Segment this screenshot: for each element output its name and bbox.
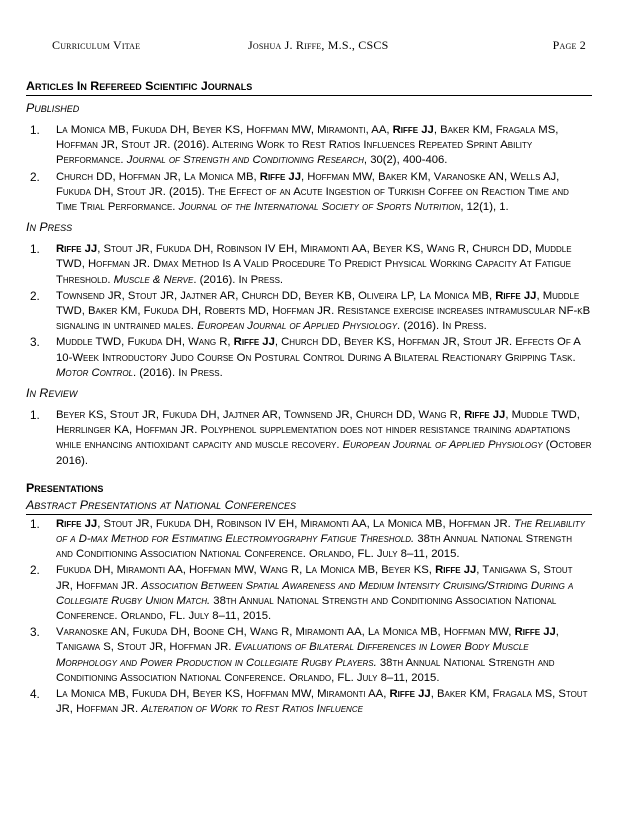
header-left: Curriculum Vitae bbox=[52, 38, 141, 52]
citation-journal: Motor Control bbox=[56, 366, 134, 379]
citation-authors: Fukuda DH, Miramonti AA, Hoffman MW, Wang R, La Monica MB, Beyer KS, bbox=[56, 564, 436, 577]
in-press-heading: In Press bbox=[26, 220, 73, 235]
citation-highlighted-author: Riffe JJ bbox=[233, 336, 275, 349]
citation-item bbox=[26, 563, 592, 624]
citation-authors: Townsend JR, Stout JR, Jajtner AR, Church DD, Beyer KB, Oliveira LP, La Monica MB, bbox=[56, 289, 496, 302]
citation-details: . (2016). In Press. bbox=[397, 320, 487, 333]
citation-body: , Tanigawa S, Stout JR, Hoffman JR. bbox=[56, 564, 573, 592]
citation-journal: Evaluations of Bilateral Differences in Lower Body Muscle Morphology and Power Production in Collegiate Rugby Players. bbox=[56, 641, 529, 669]
citation-authors: Varanoske AN, Fukuda DH, Boone CH, Wang R, Miramonti AA, La Monica MB, Hoffman MW, bbox=[56, 626, 515, 639]
citation-journal: Association Between Spatial Awareness and Medium Intensity Cruising/Striding During a Collegiate Rugby Union Match. bbox=[56, 579, 574, 607]
citation-item bbox=[26, 170, 592, 216]
citation-highlighted-author: Riffe JJ bbox=[514, 626, 556, 639]
citation-body: , Tanigawa S, Stout JR, Hoffman JR. bbox=[56, 626, 559, 654]
citation-details: , 30(2), 400-406. bbox=[363, 154, 448, 167]
in-press-list bbox=[26, 242, 592, 381]
published-heading: Published bbox=[26, 101, 80, 115]
citation-journal: European Journal of Applied Physiology bbox=[197, 320, 398, 333]
citation-body: , Stout JR, Fukuda DH, Robinson IV EH, Miramonti AA, La Monica MB, Hoffman JR. bbox=[97, 517, 514, 530]
citation-body: , Stout JR, Fukuda DH, Robinson IV EH, Miramonti AA, Beyer KS, Wang R, Church DD, Muddle TWD, Hoffman JR. Dmax Method Is A Valid Procedure To Predict Physical Working Capacity At Fatigue Threshold. bbox=[56, 243, 572, 286]
citation-item bbox=[26, 625, 592, 686]
citation-number: 2. bbox=[30, 169, 40, 184]
citation-details: 38th Annual National Strength and Conditioning Association National Conference. Orlando, FL. July 8–11, 2015. bbox=[56, 533, 572, 561]
citation-highlighted-author: Riffe JJ bbox=[495, 289, 537, 302]
citation-authors: La Monica MB, Fukuda DH, Beyer KS, Hoffman MW, Miramonti AA, bbox=[56, 688, 390, 701]
cv-content bbox=[26, 78, 592, 719]
citation-highlighted-author: Riffe JJ bbox=[389, 688, 431, 701]
citation-body: , Church DD, Beyer KS, Hoffman JR, Stout JR. Effects Of A 10-Week Introductory Judo Course On Postural Control During A Bilateral Reactionary Gripping Task. bbox=[56, 336, 581, 364]
citation-journal: Journal of the International Society of Sports Nutrition bbox=[178, 201, 461, 214]
in-review-list bbox=[26, 408, 592, 469]
citation-body: , Baker KM, Fragala MS, Stout JR, Hoffman JR. bbox=[56, 688, 588, 716]
citation-item bbox=[26, 289, 592, 335]
citation-journal: Journal of Strength and Conditioning Research bbox=[126, 154, 364, 167]
citation-details: 38th Annual National Strength and Conditioning Association National Conference. Orlando, FL. July 8–11, 2015. bbox=[56, 656, 555, 684]
citation-item bbox=[26, 242, 592, 288]
citation-details: (October 2016). bbox=[56, 439, 592, 467]
citation-journal: Muscle & Nerve bbox=[113, 273, 194, 286]
citation-highlighted-author: Riffe JJ bbox=[56, 517, 98, 530]
citation-number: 1. bbox=[30, 242, 40, 257]
citation-number: 3. bbox=[30, 335, 40, 350]
citation-body: , Hoffman MW, Baker KM, Varanoske AN, Wells AJ, Fukuda DH, Stout JR. (2015). The Effect of an Acute Ingestion of Turkish Coffee on Reaction Time and Time Trial Performance. bbox=[56, 170, 569, 214]
articles-section-title: Articles In Refereed Scientific Journals bbox=[26, 78, 592, 96]
citation-journal: European Journal of Applied Physiology bbox=[342, 439, 543, 452]
citation-number: 2. bbox=[30, 288, 40, 303]
citation-highlighted-author: Riffe JJ bbox=[56, 243, 98, 256]
citation-body: , Baker KM, Fragala MS, Hoffman JR, Stout JR. (2016). Altering Work to Rest Ratios Influences Repeated Sprint Ability Performance. bbox=[56, 124, 559, 167]
citation-authors: La Monica MB, Fukuda DH, Beyer KS, Hoffman MW, Miramonti, AA, bbox=[56, 124, 393, 136]
header-page-number: Page 2 bbox=[552, 38, 586, 52]
citation-authors: Church DD, Hoffman JR, La Monica MB, bbox=[56, 170, 260, 183]
citation-highlighted-author: Riffe JJ bbox=[392, 124, 434, 136]
citation-item bbox=[26, 408, 592, 469]
citation-details: . (2016). In Press. bbox=[133, 366, 223, 379]
header-name: Joshua J. Riffe, M.S., CSCS bbox=[248, 38, 389, 52]
citation-number: 3. bbox=[30, 625, 40, 640]
citation-item bbox=[26, 335, 592, 381]
citation-journal: Alteration of Work to Rest Ratios Influence bbox=[141, 703, 363, 716]
citation-number: 2. bbox=[30, 563, 40, 578]
presentations-section-title: Presentations bbox=[26, 480, 104, 495]
citation-journal: The Reliability of a D-max Method for Estimating Electromyography Fatigue Threshold. bbox=[56, 517, 585, 546]
citation-body: , Muddle TWD, Herrlinger KA, Hoffman JR. Polyphenol supplementation does not hinder resistance training adaptations while enhancing antioxidant capacity and muscle recovery. bbox=[56, 409, 580, 452]
citation-item bbox=[26, 687, 592, 717]
citation-number: 1. bbox=[30, 516, 40, 531]
citation-details: , 12(1), 1. bbox=[460, 201, 509, 214]
national-presentations-list bbox=[26, 517, 592, 718]
citation-details: . (2016). In Press. bbox=[193, 273, 284, 286]
in-review-heading: In Review bbox=[26, 386, 78, 401]
national-conferences-heading: Abstract Presentations at National Conferences bbox=[26, 497, 592, 515]
citation-item bbox=[26, 123, 592, 169]
citation-number: 4. bbox=[30, 687, 40, 702]
citation-authors: Muddle TWD, Fukuda DH, Wang R, bbox=[56, 336, 234, 349]
citation-body: , Muddle TWD, Baker KM, Fukuda DH, Roberts MD, Hoffman JR. Resistance exercise increases intramuscular NF-κB signaling in untrained males. bbox=[56, 289, 591, 333]
citation-highlighted-author: Riffe JJ bbox=[435, 564, 477, 577]
published-list bbox=[26, 123, 592, 215]
citation-number: 1. bbox=[30, 408, 40, 423]
citation-details: 38th Annual National Strength and Conditioning Association National Conference. Orlando, FL. July 8–11, 2015. bbox=[56, 594, 557, 623]
citation-highlighted-author: Riffe JJ bbox=[259, 170, 301, 183]
citation-highlighted-author: Riffe JJ bbox=[464, 409, 506, 422]
citation-authors: Beyer KS, Stout JR, Fukuda DH, Jajtner AR, Townsend JR, Church DD, Wang R, bbox=[56, 409, 465, 422]
citation-number: 1. bbox=[30, 123, 40, 137]
citation-item bbox=[26, 517, 592, 563]
